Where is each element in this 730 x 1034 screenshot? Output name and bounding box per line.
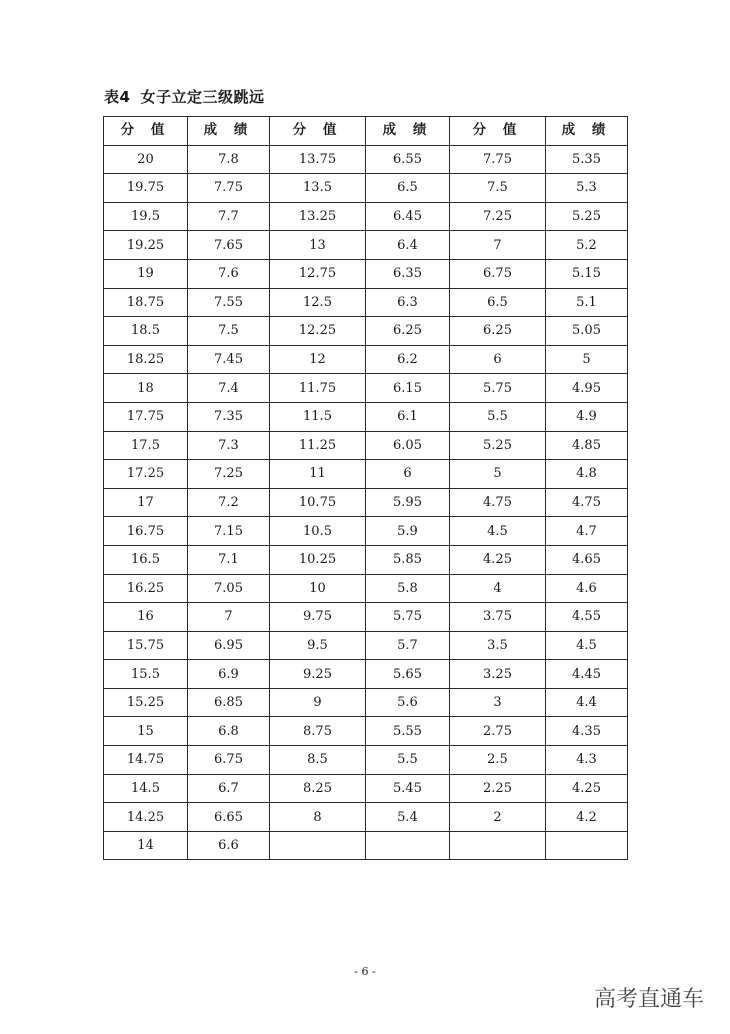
score-cell: 3.75 [450,603,546,632]
result-cell: 5.9 [366,517,450,546]
result-cell: 5.05 [546,317,628,346]
table-title-text: 女子立定三级跳远 [140,88,265,106]
score-cell: 13.25 [270,202,366,231]
result-cell: 6.45 [366,202,450,231]
table-row [104,746,628,775]
result-cell: 5.35 [546,145,628,174]
result-cell: 6.9 [188,660,270,689]
score-cell: 5.5 [450,402,546,431]
score-cell: 18.25 [104,345,188,374]
result-cell: 7.1 [188,545,270,574]
score-cell: 16 [104,603,188,632]
score-cell: 18.5 [104,317,188,346]
score-cell: 12 [270,345,366,374]
result-cell: 6.5 [366,174,450,203]
result-cell: 7.25 [188,460,270,489]
score-cell: 6 [450,345,546,374]
table-row [104,431,628,460]
table-row [104,774,628,803]
result-cell: 6.95 [188,631,270,660]
table-row [104,545,628,574]
result-cell: 4.25 [546,774,628,803]
result-cell: 7.45 [188,345,270,374]
score-cell: 10.75 [270,488,366,517]
score-cell: 3.25 [450,660,546,689]
score-cell: 3 [450,688,546,717]
result-cell: 7.5 [188,317,270,346]
result-cell: 7.2 [188,488,270,517]
result-cell: 5.75 [366,603,450,632]
result-cell: 6.85 [188,688,270,717]
result-cell: 7.05 [188,574,270,603]
table-row [104,317,628,346]
result-cell: 6 [366,460,450,489]
result-cell: 6.8 [188,717,270,746]
score-cell: 4.25 [450,545,546,574]
score-cell: 2.5 [450,746,546,775]
score-cell: 5 [450,460,546,489]
score-cell: 14.25 [104,803,188,832]
score-cell: 8.75 [270,717,366,746]
header-score-col-2: 分 值 [270,117,366,146]
result-cell: 7.8 [188,145,270,174]
score-cell: 9.25 [270,660,366,689]
result-cell: 7.15 [188,517,270,546]
result-cell: 5.25 [546,202,628,231]
score-cell: 6.25 [450,317,546,346]
score-cell: 16.25 [104,574,188,603]
score-cell: 12.5 [270,288,366,317]
score-cell: 11.75 [270,374,366,403]
table-row [104,803,628,832]
score-cell: 20 [104,145,188,174]
table-row [104,717,628,746]
result-cell: 4.75 [546,488,628,517]
result-cell [546,831,628,860]
result-cell: 4.55 [546,603,628,632]
score-cell: 19.5 [104,202,188,231]
table-row [104,631,628,660]
score-cell: 15.5 [104,660,188,689]
result-cell: 5.55 [366,717,450,746]
score-cell: 6.75 [450,259,546,288]
table-row [104,831,628,860]
result-cell: 4.95 [546,374,628,403]
result-cell: 5.45 [366,774,450,803]
score-cell: 14.5 [104,774,188,803]
score-cell: 9 [270,688,366,717]
score-cell: 9.5 [270,631,366,660]
result-cell: 4.4 [546,688,628,717]
result-cell: 7.55 [188,288,270,317]
score-cell: 13 [270,231,366,260]
table-body [104,145,628,860]
result-cell: 6.7 [188,774,270,803]
score-cell [270,831,366,860]
score-cell: 9.75 [270,603,366,632]
score-cell: 17.5 [104,431,188,460]
result-cell: 4.45 [546,660,628,689]
result-cell: 5.1 [546,288,628,317]
score-cell: 15.75 [104,631,188,660]
result-cell: 5.5 [366,746,450,775]
table-row [104,688,628,717]
score-cell: 7.25 [450,202,546,231]
table-header-row [104,117,628,146]
score-cell: 5.25 [450,431,546,460]
table-row [104,174,628,203]
table-title [104,86,264,107]
result-cell: 6.75 [188,746,270,775]
result-cell: 4.2 [546,803,628,832]
score-cell: 17.25 [104,460,188,489]
result-cell: 5.65 [366,660,450,689]
result-cell: 5.2 [546,231,628,260]
score-cell: 13.75 [270,145,366,174]
score-cell: 10 [270,574,366,603]
result-cell: 6.3 [366,288,450,317]
score-cell: 11 [270,460,366,489]
score-cell: 11.25 [270,431,366,460]
table-row [104,231,628,260]
table-row [104,374,628,403]
result-cell: 4.7 [546,517,628,546]
result-cell: 6.25 [366,317,450,346]
score-cell: 8.5 [270,746,366,775]
result-cell: 6.4 [366,231,450,260]
score-cell: 4.75 [450,488,546,517]
score-cell: 12.75 [270,259,366,288]
result-cell: 7.4 [188,374,270,403]
result-cell: 5.3 [546,174,628,203]
score-cell: 12.25 [270,317,366,346]
page-number: - 6 - [354,965,376,978]
result-cell: 6.55 [366,145,450,174]
result-cell: 6.6 [188,831,270,860]
score-cell: 17 [104,488,188,517]
score-cell: 3.5 [450,631,546,660]
header-result-col-2: 成 绩 [366,117,450,146]
score-cell: 7 [450,231,546,260]
table-row [104,259,628,288]
score-cell: 19 [104,259,188,288]
score-cell: 19.75 [104,174,188,203]
result-cell: 4.6 [546,574,628,603]
score-cell: 4 [450,574,546,603]
result-cell: 7.7 [188,202,270,231]
result-cell: 5.7 [366,631,450,660]
score-cell: 16.5 [104,545,188,574]
score-cell: 10.5 [270,517,366,546]
result-cell: 4.65 [546,545,628,574]
result-cell: 4.5 [546,631,628,660]
score-cell: 5.75 [450,374,546,403]
score-cell: 6.5 [450,288,546,317]
result-cell: 4.85 [546,431,628,460]
result-cell: 7 [188,603,270,632]
result-cell: 5.95 [366,488,450,517]
result-cell: 5.8 [366,574,450,603]
result-cell: 5 [546,345,628,374]
score-cell: 11.5 [270,402,366,431]
score-cell: 7.75 [450,145,546,174]
score-cell: 2.25 [450,774,546,803]
score-table [103,116,628,860]
header-score-col-1: 分 值 [104,117,188,146]
score-cell: 10.25 [270,545,366,574]
score-cell: 15 [104,717,188,746]
table-row [104,517,628,546]
result-cell: 6.2 [366,345,450,374]
header-score-col-3: 分 值 [450,117,546,146]
score-cell: 15.25 [104,688,188,717]
result-cell: 6.1 [366,402,450,431]
score-cell: 16.75 [104,517,188,546]
score-cell: 14 [104,831,188,860]
result-cell: 5.85 [366,545,450,574]
result-cell: 6.05 [366,431,450,460]
result-cell: 7.3 [188,431,270,460]
result-cell [366,831,450,860]
table-row [104,660,628,689]
score-cell [450,831,546,860]
result-cell: 5.6 [366,688,450,717]
score-cell: 2.75 [450,717,546,746]
table-row [104,202,628,231]
score-cell: 14.75 [104,746,188,775]
result-cell: 7.65 [188,231,270,260]
watermark-logo-text: 高考直通车 [593,987,704,1012]
result-cell: 4.3 [546,746,628,775]
result-cell: 5.15 [546,259,628,288]
table-row [104,402,628,431]
table-row [104,603,628,632]
header-result-col-1: 成 绩 [188,117,270,146]
table-row [104,145,628,174]
score-cell: 7.5 [450,174,546,203]
score-cell: 8.25 [270,774,366,803]
result-cell: 4.8 [546,460,628,489]
score-cell: 2 [450,803,546,832]
header-result-col-3: 成 绩 [546,117,628,146]
result-cell: 7.6 [188,259,270,288]
table-number: 表4 [104,88,131,106]
result-cell: 6.35 [366,259,450,288]
table-row [104,288,628,317]
score-cell: 17.75 [104,402,188,431]
score-cell: 13.5 [270,174,366,203]
score-cell: 4.5 [450,517,546,546]
table-row [104,488,628,517]
score-cell: 8 [270,803,366,832]
result-cell: 7.35 [188,402,270,431]
table-row [104,460,628,489]
result-cell: 7.75 [188,174,270,203]
score-cell: 19.25 [104,231,188,260]
result-cell: 4.35 [546,717,628,746]
result-cell: 4.9 [546,402,628,431]
score-cell: 18 [104,374,188,403]
table-row [104,345,628,374]
result-cell: 6.15 [366,374,450,403]
result-cell: 5.4 [366,803,450,832]
table-row [104,574,628,603]
result-cell: 6.65 [188,803,270,832]
score-cell: 18.75 [104,288,188,317]
